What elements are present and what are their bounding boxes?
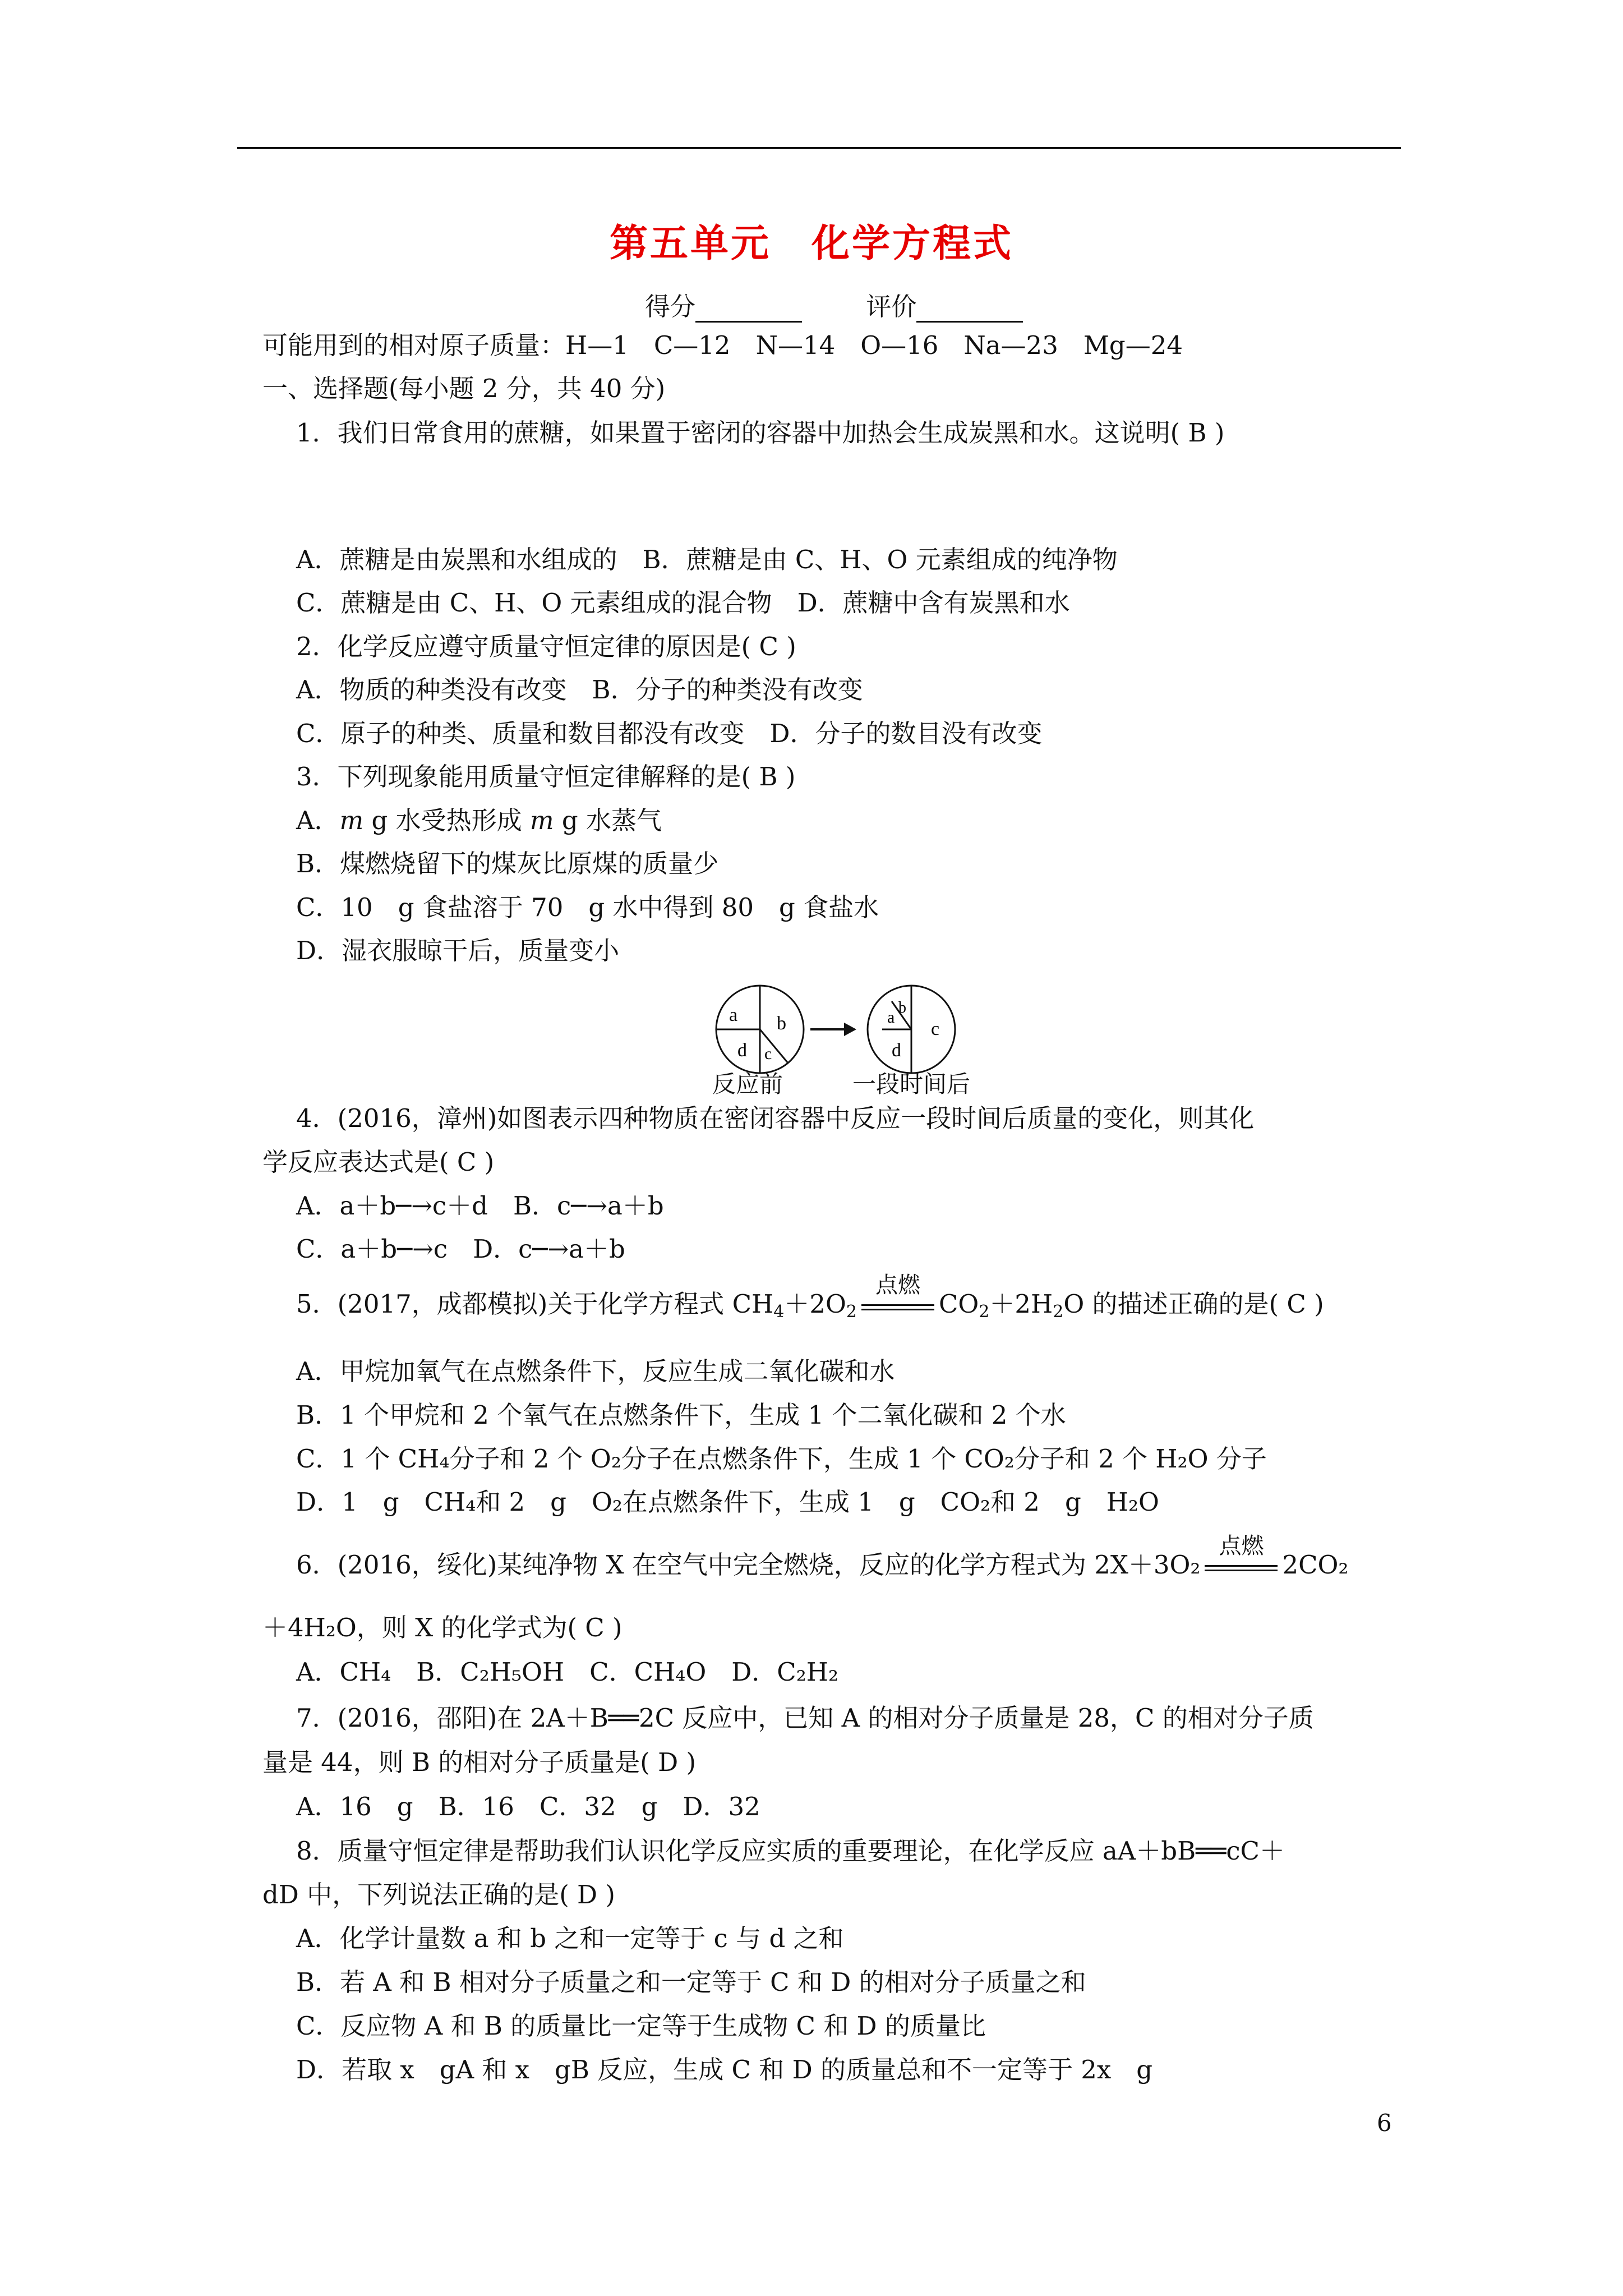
before-label-a: a — [729, 1005, 738, 1025]
header-rule — [237, 147, 1401, 149]
q3-option-b: B．煤燃烧留下的煤灰比原煤的质量少 — [296, 849, 719, 878]
after-label-c: c — [931, 1019, 940, 1039]
q7-stem-line2: 量是 44，则 B 的相对分子质量是( D ) — [262, 1747, 697, 1777]
before-label-d: d — [737, 1040, 747, 1061]
after-label-d: d — [892, 1040, 901, 1061]
q2-stem: 2．化学反应遵守质量守恒定律的原因是( C ) — [296, 632, 796, 661]
before-label-b: b — [777, 1013, 786, 1034]
score-line — [645, 286, 1023, 323]
q2-option-cd: C．原子的种类、质量和数目都没有改变 D．分子的数目没有改变 — [296, 719, 1043, 748]
evaluation-label: 评价 — [866, 292, 917, 321]
q3-option-a: A．m g 水受热形成 m g 水蒸气 — [296, 806, 662, 835]
q6-stem-line1: 6．(2016，绥化)某纯净物 X 在空气中完全燃烧，反应的化学方程式为 2X＋3O₂ 点燃 2CO₂ — [296, 1533, 1349, 1580]
q2-option-ab: A．物质的种类没有改变 B．分子的种类没有改变 — [296, 675, 863, 705]
q7-options: A．16 g B．16 C．32 g D．32 — [296, 1792, 760, 1821]
page-title: 第五单元 化学方程式 — [609, 221, 1013, 266]
q3-option-c: C．10 g 食盐溶于 70 g 水中得到 80 g 食盐水 — [296, 892, 879, 922]
before-label-c: c — [764, 1045, 772, 1063]
q3-option-d: D．湿衣服晾干后，质量变小 — [296, 936, 620, 965]
after-caption: 一段时间后 — [852, 1070, 971, 1098]
q7-stem-line1: 7．(2016，邵阳)在 2A＋B══2C 反应中，已知 A 的相对分子质量是 28，C 的相对分子质 — [296, 1703, 1314, 1733]
q4-option-ab: A．a＋b─→c＋d B．c─→a＋b — [296, 1191, 664, 1221]
q1-option-ab: A．蔗糖是由炭黑和水组成的 B．蔗糖是由 C、H、O 元素组成的纯净物 — [296, 545, 1118, 574]
q6-options: A．CH₄ B．C₂H₅OH C．CH₄O D．C₂H₂ — [296, 1657, 839, 1687]
q8-stem-line1: 8．质量守恒定律是帮助我们认识化学反应实质的重要理论，在化学反应 aA＋bB══cC＋ — [296, 1836, 1285, 1866]
score-label: 得分 — [645, 292, 696, 321]
q5-stem: 5．(2017，成都模拟)关于化学方程式 $CH_4+2O_2$ 点燃 $CO_2+2H_2O$ 的描述正确的是( C ) — [296, 1272, 1324, 1322]
q8-stem-line2: dD 中，下列说法正确的是( D ) — [262, 1880, 615, 1910]
q5-option-a: A．甲烷加氧气在点燃条件下，反应生成二氧化碳和水 — [296, 1356, 895, 1386]
q4-option-cd: C．a＋b─→c D．c─→a＋b — [296, 1234, 625, 1264]
condition-sign: 点燃 — [861, 1295, 934, 1318]
before-caption: 反应前 — [712, 1070, 783, 1098]
atomic-masses: 可能用到的相对原子质量：H—1 C—12 N—14 O—16 Na—23 Mg—24 — [262, 330, 1183, 360]
page-number: 6 — [1377, 2109, 1392, 2137]
q8-option-d: D．若取 x gA 和 x gB 反应，生成 C 和 D 的质量总和不一定等于 2x g — [296, 2055, 1153, 2085]
q1-stem: 1．我们日常食用的蔗糖，如果置于密闭的容器中加热会生成炭黑和水。这说明( B ) — [296, 418, 1225, 448]
q6-stem-line2: ＋4H₂O，则 X 的化学式为( C ) — [262, 1613, 623, 1642]
evaluation-blank — [916, 298, 1023, 323]
condition-sign: 点燃 — [1205, 1556, 1278, 1579]
q4-stem-line1: 4．(2016，漳州)如图表示四种物质在密闭容器中反应一段时间后质量的变化，则其化 — [296, 1103, 1255, 1133]
q8-option-b: B．若 A 和 B 相对分子质量之和一定等于 C 和 D 的相对分子质量之和 — [296, 1967, 1086, 1997]
q4-stem-line2: 学反应表达式是( C ) — [262, 1147, 495, 1177]
q5-option-d: D．1 g CH₄和 2 g O₂在点燃条件下，生成 1 g CO₂和 2 g H₂O — [296, 1487, 1159, 1517]
q8-option-a: A．化学计量数 a 和 b 之和一定等于 c 与 d 之和 — [296, 1924, 844, 1953]
after-label-a: a — [887, 1008, 895, 1027]
q5-option-b: B．1 个甲烷和 2 个氧气在点燃条件下，生成 1 个二氧化碳和 2 个水 — [296, 1400, 1066, 1430]
section-heading: 一、选择题(每小题 2 分，共 40 分) — [262, 374, 666, 403]
q1-option-cd: C．蔗糖是由 C、H、O 元素组成的混合物 D．蔗糖中含有炭黑和水 — [296, 588, 1070, 618]
q5-option-c: C．1 个 CH₄分子和 2 个 O₂分子在点燃条件下，生成 1 个 CO₂分子和 2 个 H₂O 分子 — [296, 1444, 1267, 1474]
arrow — [810, 1023, 856, 1036]
q8-option-c: C．反应物 A 和 B 的质量比一定等于生成物 C 和 D 的质量比 — [296, 2011, 986, 2041]
after-pie — [868, 986, 955, 1073]
after-label-b: b — [898, 999, 906, 1016]
before-pie — [716, 986, 804, 1073]
q3-stem: 3．下列现象能用质量守恒定律解释的是( B ) — [296, 762, 796, 792]
score-blank — [695, 298, 802, 323]
